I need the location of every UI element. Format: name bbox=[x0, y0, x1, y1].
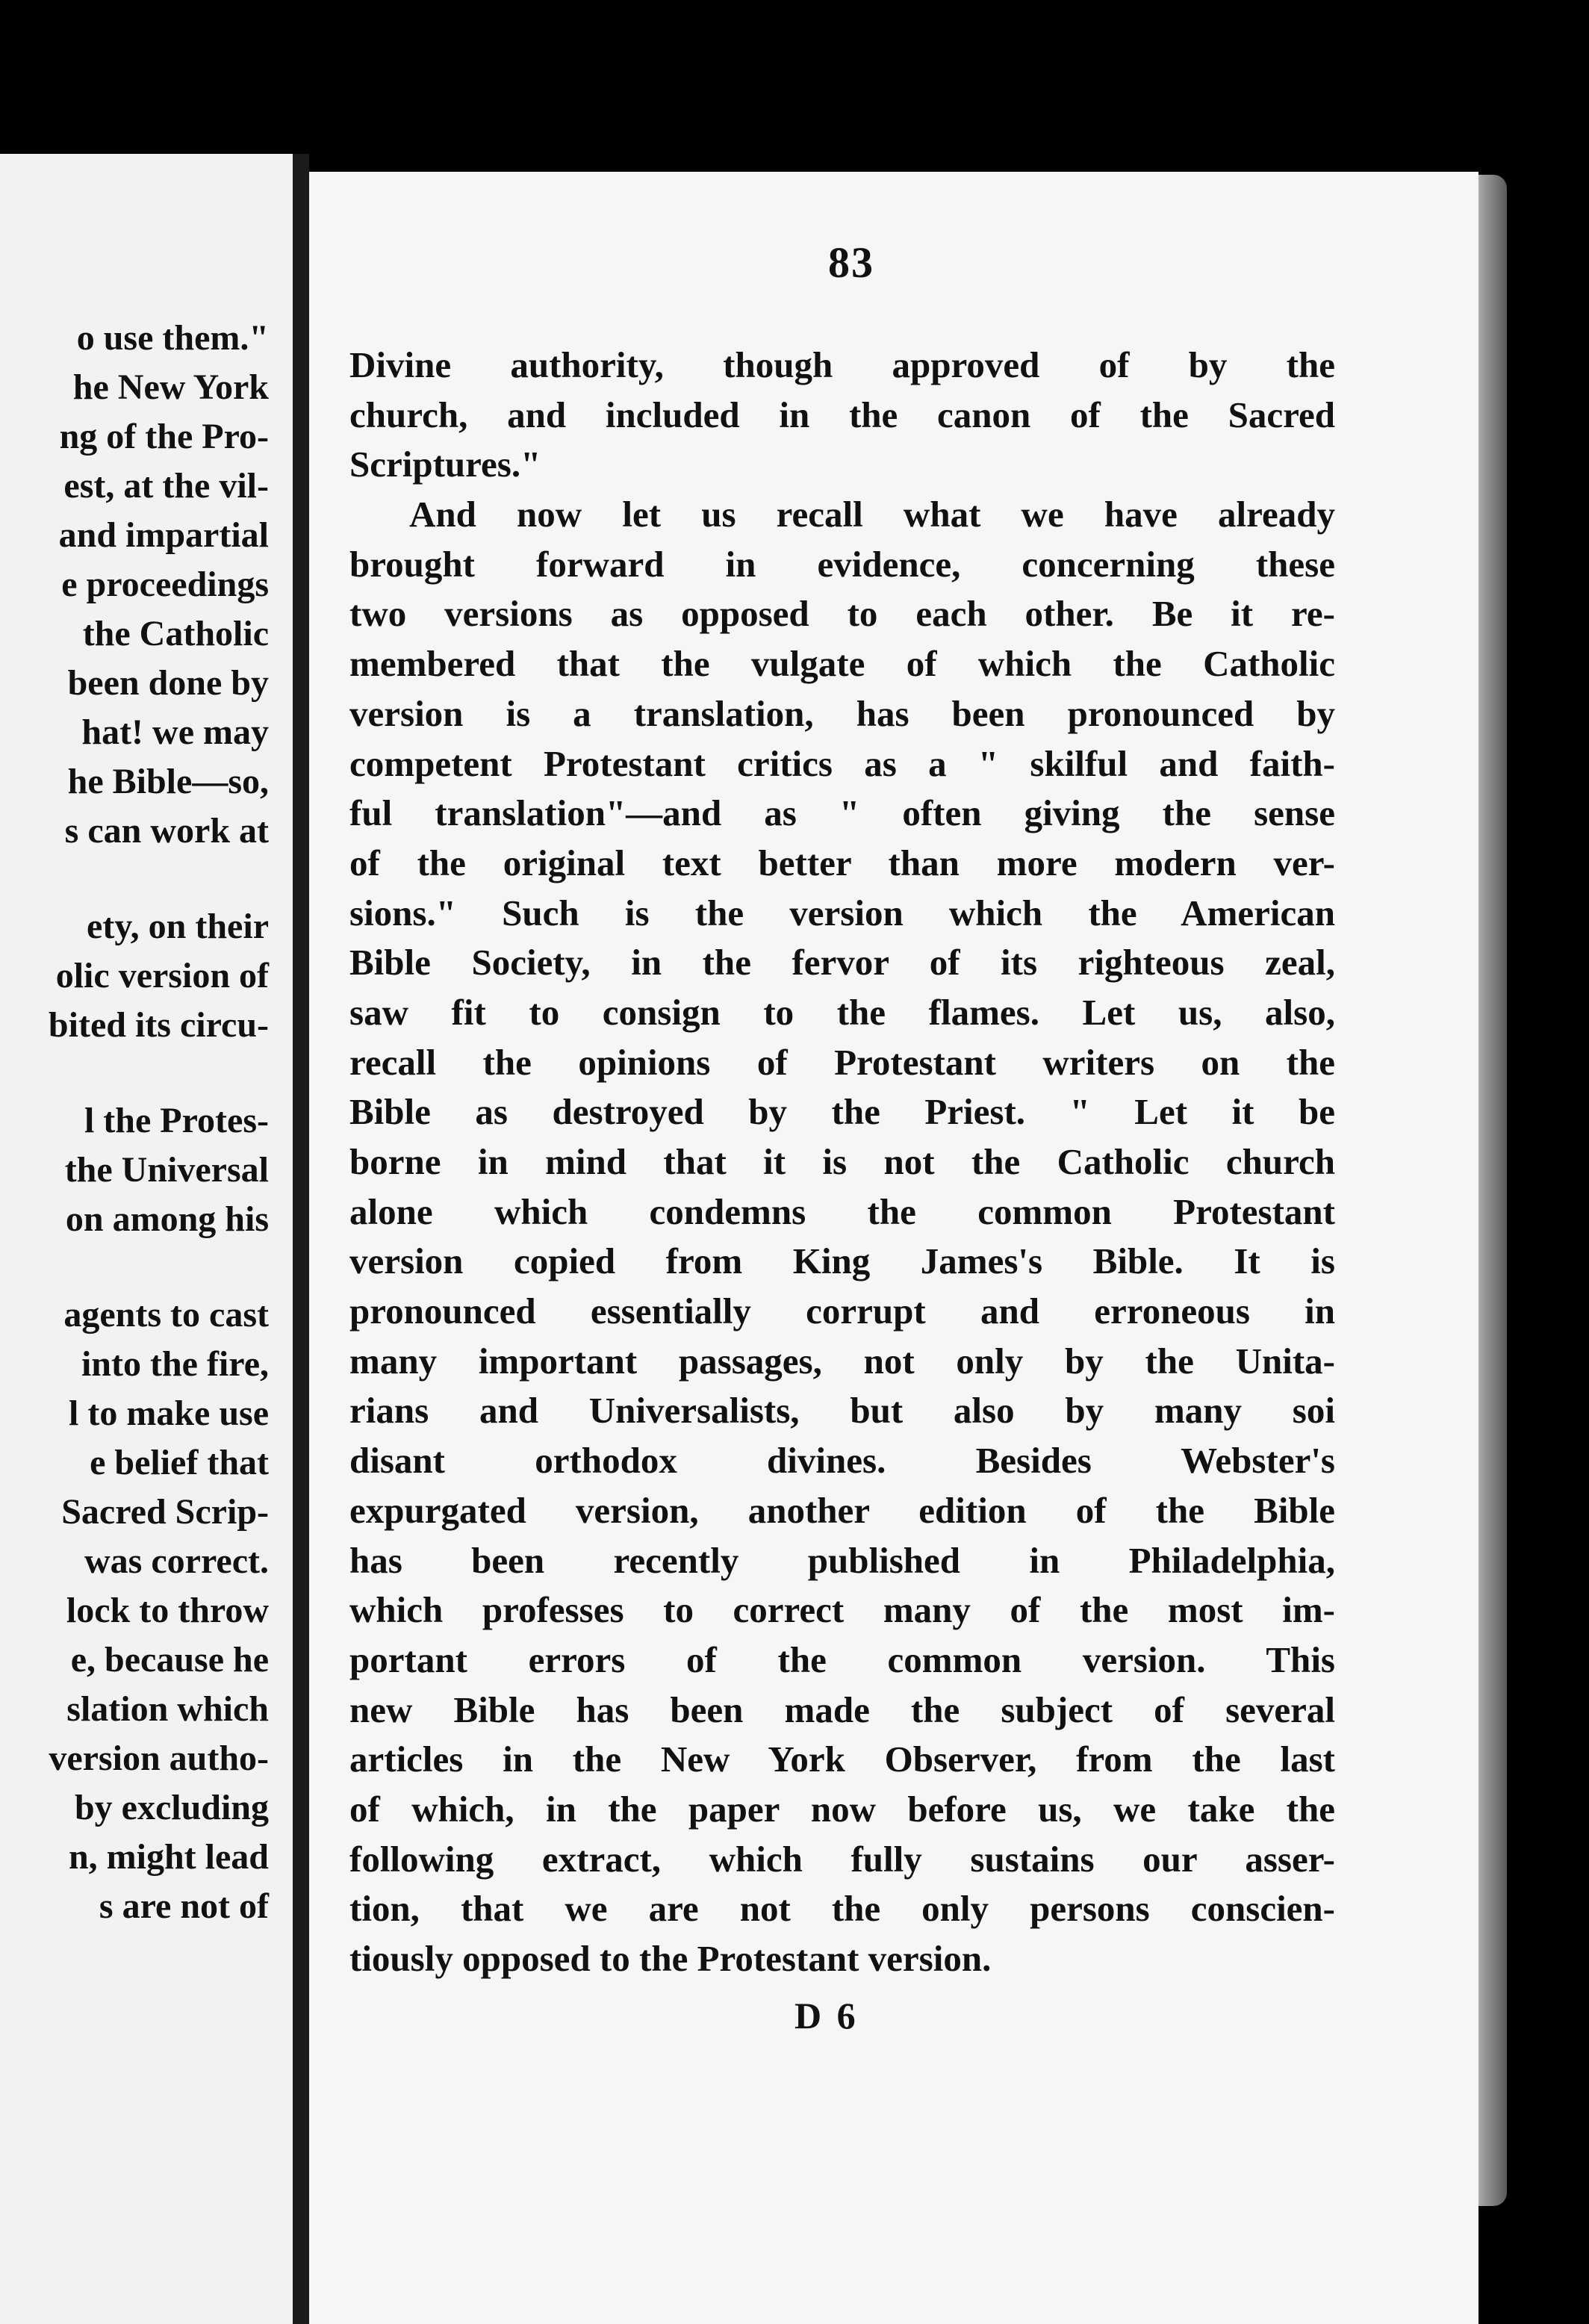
page-number: 83 bbox=[828, 238, 874, 287]
left-line: e, because he bbox=[70, 1640, 269, 1680]
body-line: has been recently published in Philadelphia, bbox=[349, 1539, 1335, 1581]
book-gutter bbox=[293, 154, 309, 2324]
left-line: hat! we may bbox=[81, 712, 269, 752]
body-line: sions." Such is the version which the American bbox=[349, 892, 1335, 933]
body-line: following extract, which fully sustains our asser- bbox=[349, 1838, 1335, 1880]
left-line: ng of the Pro- bbox=[59, 417, 269, 456]
left-line: s are not of bbox=[99, 1886, 269, 1926]
body-line: alone which condemns the common Protestant bbox=[349, 1190, 1335, 1232]
left-page-text bbox=[49, 314, 269, 1931]
body-line: ful translation"—and as " often giving the sense bbox=[349, 792, 1335, 834]
left-line-gap bbox=[49, 856, 269, 902]
left-line: s can work at bbox=[64, 811, 269, 851]
left-line: e proceedings bbox=[61, 565, 269, 604]
body-line: tiously opposed to the Protestant version. bbox=[349, 1938, 992, 1979]
body-line: new Bible has been made the subject of several bbox=[349, 1688, 1335, 1730]
left-page bbox=[0, 154, 293, 2324]
left-line-gap bbox=[49, 1050, 269, 1096]
left-line: into the fire, bbox=[81, 1344, 269, 1384]
body-line: of which, in the paper now before us, we take the bbox=[349, 1788, 1335, 1830]
left-line: slation which bbox=[66, 1689, 269, 1729]
left-line: l to make use bbox=[69, 1394, 269, 1433]
body-line: which professes to correct many of the most im- bbox=[349, 1589, 1335, 1631]
body-line: version copied from King James's Bible. It is bbox=[349, 1240, 1335, 1282]
body-line: Bible Society, in the fervor of its righteous zeal, bbox=[349, 942, 1335, 984]
body-line: version is a translation, has been pronounced by bbox=[349, 692, 1335, 734]
left-line: he New York bbox=[72, 367, 269, 407]
left-line: the Catholic bbox=[82, 614, 269, 653]
left-line: been done by bbox=[67, 663, 269, 703]
left-line-gap bbox=[49, 1244, 269, 1290]
body-line: membered that the vulgate of which the Catholic bbox=[349, 643, 1335, 685]
right-page-text bbox=[349, 341, 1335, 1984]
body-line: tion, that we are not the only persons conscien- bbox=[349, 1888, 1335, 1930]
body-line: pronounced essentially corrupt and erroneous in bbox=[349, 1290, 1335, 1332]
signature-mark: D 6 bbox=[794, 1995, 859, 2036]
body-line: Divine authority, though approved of by the bbox=[349, 344, 1335, 385]
body-line: of the original text better than more modern ver- bbox=[349, 842, 1335, 883]
left-line: was correct. bbox=[84, 1541, 269, 1581]
body-line: brought forward in evidence, concerning these bbox=[349, 543, 1335, 585]
left-line: version autho- bbox=[49, 1739, 269, 1778]
left-line: l the Protes- bbox=[84, 1101, 269, 1140]
left-line: bited its circu- bbox=[48, 1005, 269, 1045]
body-line: And now let us recall what we have already bbox=[409, 494, 1335, 535]
body-line: expurgated version, another edition of the Bible bbox=[349, 1489, 1335, 1531]
body-line: two versions as opposed to each other. Be it re- bbox=[349, 593, 1335, 635]
left-line: n, might lead bbox=[68, 1837, 269, 1877]
body-line: Scriptures." bbox=[349, 444, 541, 485]
body-line: Bible as destroyed by the Priest. " Let it be bbox=[349, 1091, 1335, 1133]
left-line: est, at the vil- bbox=[63, 466, 269, 506]
left-line: lock to throw bbox=[66, 1591, 269, 1630]
left-line: he Bible—so, bbox=[67, 762, 269, 801]
left-line: ety, on their bbox=[87, 907, 269, 946]
left-line: the Universal bbox=[64, 1150, 269, 1190]
body-line: competent Protestant critics as a " skilful and faith- bbox=[349, 742, 1335, 784]
body-line: recall the opinions of Protestant writers on the bbox=[349, 1041, 1335, 1083]
body-line: rians and Universalists, but also by many soi bbox=[349, 1390, 1335, 1432]
left-line: e belief that bbox=[90, 1443, 269, 1482]
left-line: Sacred Scrip- bbox=[61, 1492, 269, 1532]
left-line: on among his bbox=[65, 1199, 269, 1239]
left-line: o use them." bbox=[76, 318, 269, 358]
body-line: portant errors of the common version. This bbox=[349, 1638, 1335, 1680]
body-line: borne in mind that it is not the Catholic church bbox=[349, 1141, 1335, 1182]
left-line: by excluding bbox=[74, 1788, 269, 1827]
body-line: church, and included in the canon of the Sacred bbox=[349, 394, 1335, 435]
body-line: saw fit to consign to the flames. Let us, also, bbox=[349, 991, 1335, 1033]
body-line: disant orthodox divines. Besides Webster's bbox=[349, 1440, 1335, 1482]
left-line: agents to cast bbox=[63, 1295, 269, 1335]
left-line: olic version of bbox=[55, 956, 269, 995]
body-line: articles in the New York Observer, from the last bbox=[349, 1739, 1335, 1780]
body-line: many important passages, not only by the Unita- bbox=[349, 1340, 1335, 1382]
left-line: and impartial bbox=[58, 515, 269, 555]
